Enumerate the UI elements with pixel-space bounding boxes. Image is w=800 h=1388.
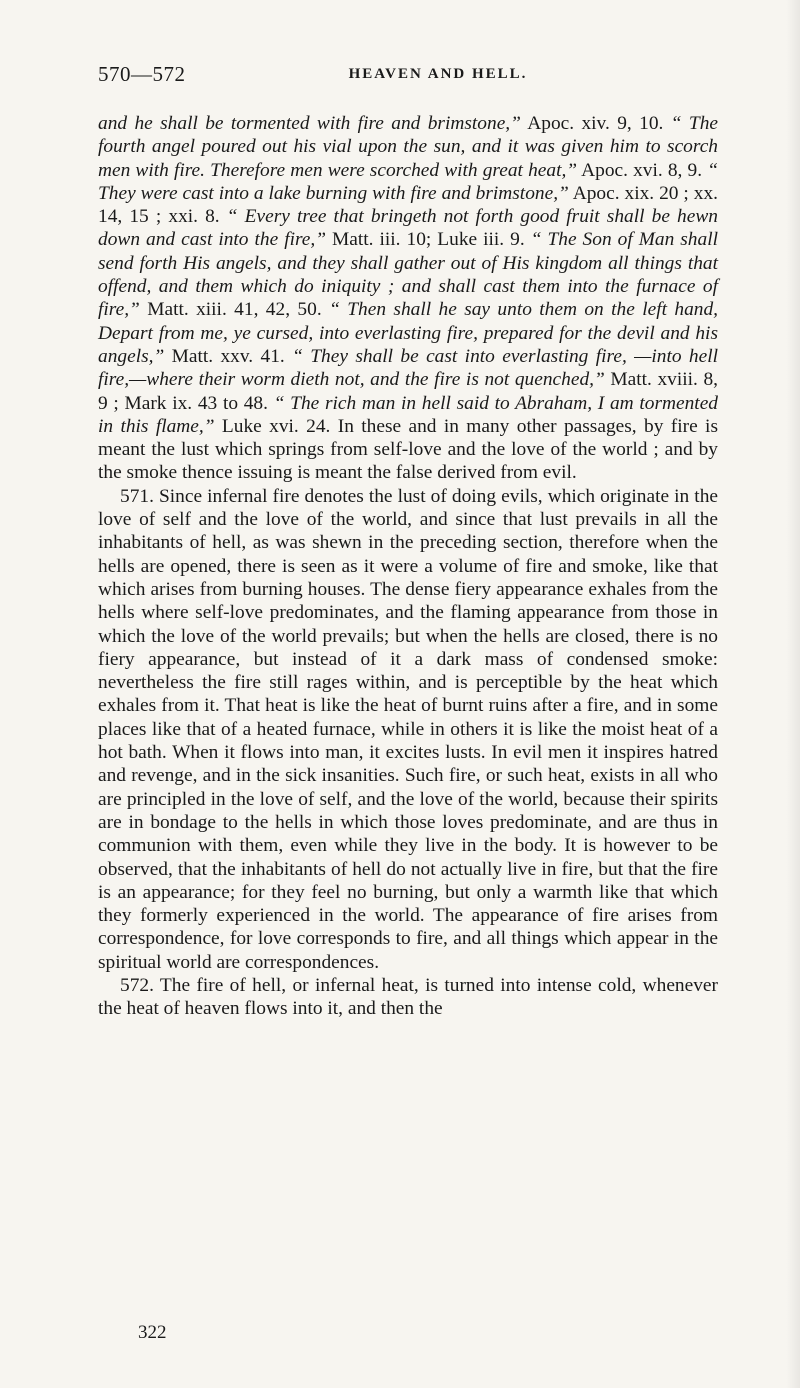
paragraph-571: 571. Since infernal fire denotes the lust of doing evils, which originate in the love of self and the love of the world, and since that lust prevails in all the inhabitants of hell, as was shewn in the preceding section, therefore when the hells are opened, there is seen as it were a volume of fire and smoke, like that which arises from burning houses. The dense fiery appearance exhales from the hells where self-love predominates, and the flaming appearance from those in which the love of the world prevails; but when the hells are closed, there is no fiery appearance, but instead of it a dark mass of condensed smoke: nevertheless the fire still rages within, and is perceptible by the heat which exhales from it. That heat is like the heat of burnt ruins after a fire, and in some places like that of a heated furnace, while in others it is like the moist heat of a hot bath. When it flows into man, it excites lusts. In evil men it inspires hatred and revenge, and in the sick insanities. Such fire, or such heat, exists in all who are principled in the love of self, and the love of the world, because their spirits are in bondage to the hells in which those loves predominate, and are thus in communion with them, even while they live in the body. It is however to be observed, that the inhabitants of hell do not actually live in fire, but that the fire is an appearance; for they feel no burning, but only a warmth like that which they formerly experienced in the world. The appearance of fire arises from correspondence, for love corresponds to fire, and all things which appear in the spiritual world are correspondences. — [98, 485, 718, 973]
scripture-quote: “ Then shall he say unto them on the left hand, Depart from me, ye cursed, into everlasting fire, prepared for the devil and his angels,” — [98, 299, 718, 367]
scripture-quote: “ The fourth angel poured out his vial upon the sun, and it was given him to scorch men with fire. Therefore men were scorched with great heat,” — [98, 113, 718, 181]
scripture-quote: and he shall be tormented with fire and brimstone,” — [98, 113, 521, 134]
running-head — [98, 62, 718, 92]
scripture-quote: “ The rich man in hell said to Abraham, I am tormented in this flame,” — [98, 392, 718, 437]
citation-text: Luke xvi. 24. In these and in many other passages, by fire is meant the lust which springs from self-love and the love of the world ; and by the smoke thence issuing is meant the false derived from evil. — [98, 415, 718, 484]
folio-number: 322 — [138, 1322, 167, 1343]
page-range: 570—572 — [98, 62, 186, 86]
citation-text: Apoc. xvi. 8, 9. — [577, 159, 708, 181]
scripture-quote: “ The Son of Man shall send forth His angels, and they shall gather out of His kingdom all things that offend, and them which do iniquity ; and shall cast them into the furnace of fire,” — [98, 229, 718, 321]
section-title: HEAVEN AND HELL. — [348, 66, 528, 82]
scripture-quote: “ They were cast into a lake burning with fire and brimstone,” — [98, 159, 718, 204]
citation-text: Matt. xiii. 41, 42, 50. — [139, 299, 330, 321]
citation-text: Matt. xviii. 8, 9 ; Mark ix. 43 to 48. — [98, 369, 718, 414]
paragraph-572: 572. The fire of hell, or infernal heat, is turned into intense cold, whenever the heat of heaven flows into it, and then the — [98, 974, 718, 1020]
scripture-quote: “ They shall be cast into everlasting fire, —into hell fire,—where their worm dieth not, and the fire is not quenched,” — [98, 345, 719, 391]
page-edge-shadow — [786, 0, 800, 1388]
continuation-paragraph — [98, 112, 718, 485]
citation-text: Matt. xxv. 41. — [164, 345, 293, 367]
scripture-quote: “ Every tree that bringeth not forth good fruit shall be hewn down and cast into the fire,” — [98, 206, 718, 251]
citation-text: Apoc. xix. 20 ; xx. 14, 15 ; xxi. 8. — [98, 182, 718, 228]
citation-text: Apoc. xiv. 9, 10. — [520, 113, 671, 134]
body-text — [98, 112, 718, 1021]
citation-text: Matt. iii. 10; Luke iii. 9. — [326, 229, 531, 251]
